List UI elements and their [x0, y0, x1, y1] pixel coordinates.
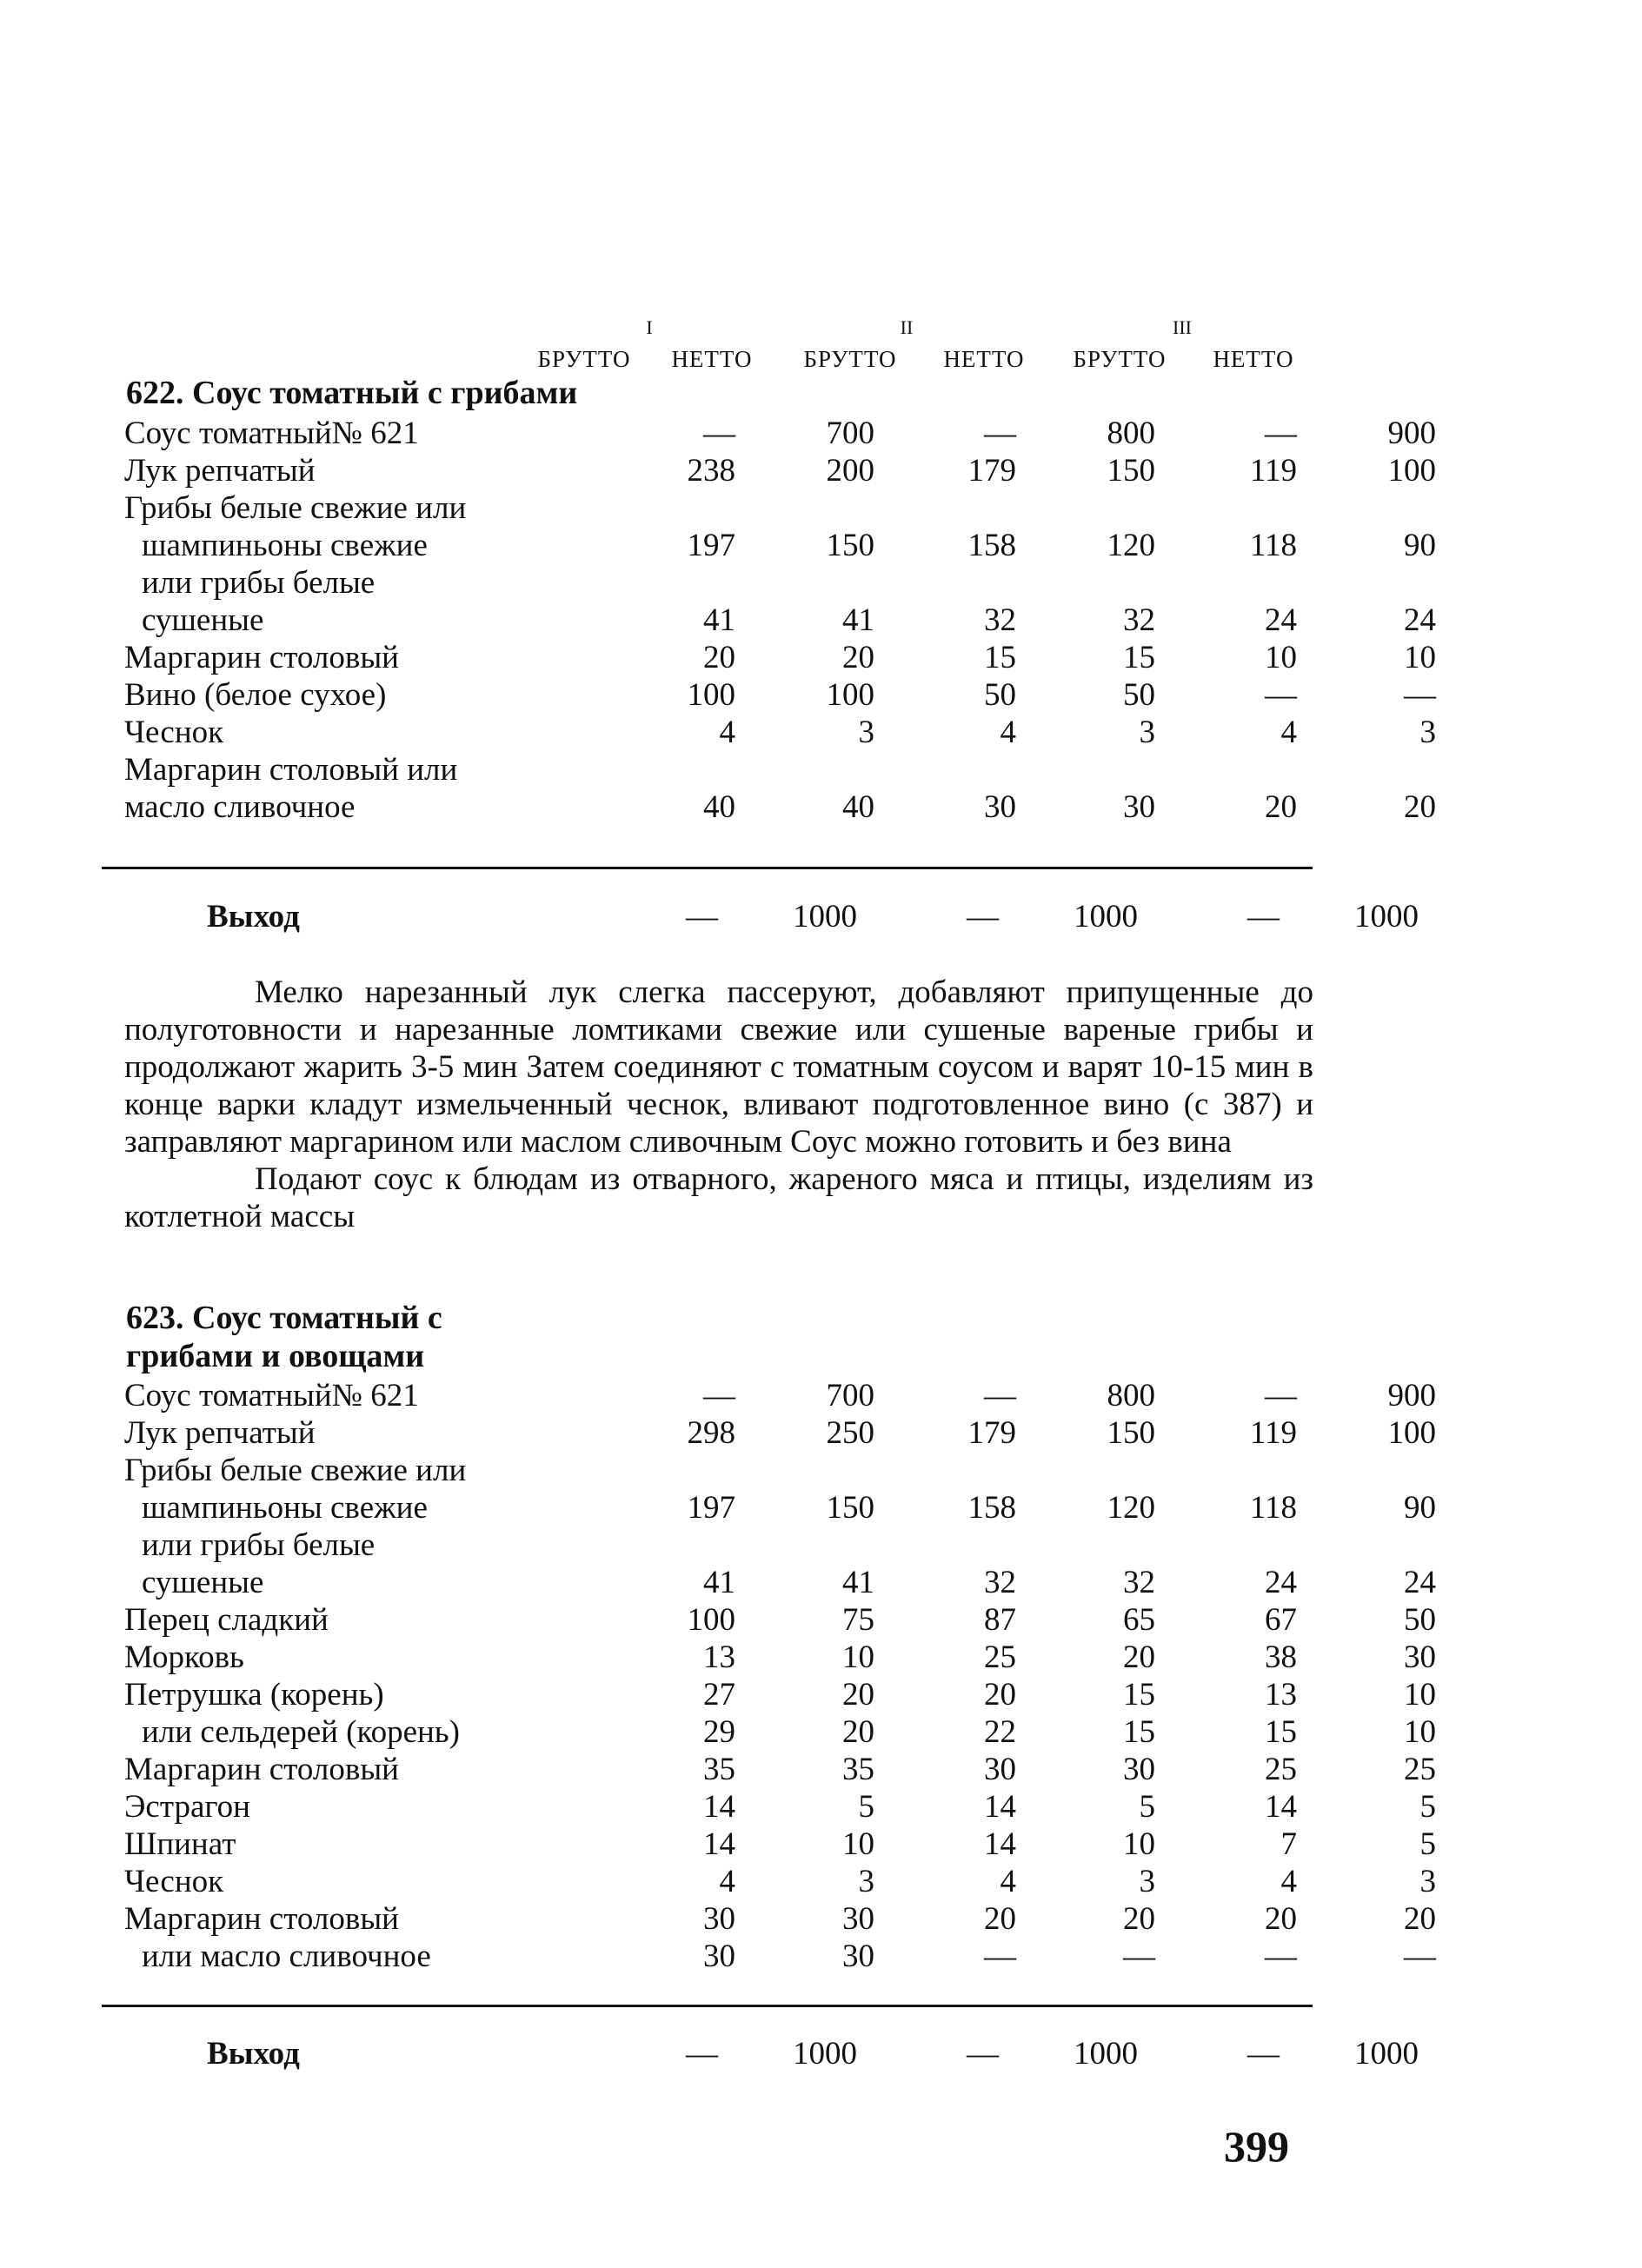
column-group-2-label: II [900, 316, 914, 338]
brutto-value: 27 [703, 1677, 735, 1713]
netto-value: 24 [1404, 602, 1436, 638]
netto-value [735, 751, 874, 788]
ingredient-row [124, 1826, 1436, 1863]
netto-value: 50 [1404, 1602, 1436, 1638]
column-header-brutto-1: БРУТТО [537, 346, 631, 372]
ingredient-row [124, 602, 1436, 639]
netto-value: 150 [826, 1490, 874, 1526]
netto-value: 50 [1123, 677, 1155, 713]
ingredient-name: Лук репчатый [124, 1415, 316, 1451]
brutto-value: 24 [1265, 602, 1297, 638]
brutto-value: 4 [1000, 1864, 1016, 1899]
ingredient-name: Чеснок [124, 715, 224, 750]
ingredient-row [124, 1564, 1436, 1601]
brutto-value: 20 [703, 640, 735, 675]
ingredient-row [124, 676, 1436, 714]
ingredient-name: Соус томатный№ 621 [124, 416, 419, 451]
ingredient-row [124, 1639, 1436, 1676]
brutto-value: 118 [1249, 1490, 1297, 1526]
brutto-value: 20 [984, 1677, 1016, 1713]
netto-value: 20 [1123, 1639, 1155, 1675]
recipe-623-title-line-2: грибами и овощами [126, 1338, 425, 1374]
ingredient-name: Эстрагон [124, 1789, 250, 1825]
netto-value: 5 [858, 1789, 874, 1825]
brutto-value: 41 [703, 1565, 735, 1600]
ingredient-name: Маргарин столовый [124, 1752, 399, 1787]
output-value: 1000 [793, 2036, 857, 2072]
ingredient-row [124, 415, 1436, 452]
netto-value [1016, 1526, 1155, 1564]
netto-value: 3 [1419, 715, 1436, 750]
ingredient-row [124, 1900, 1436, 1938]
ingredient-name: сушеные [142, 1565, 264, 1600]
brutto-value [1155, 489, 1297, 527]
output-value: 1000 [1354, 899, 1419, 934]
brutto-value [1155, 1526, 1297, 1564]
output-label: Выход [207, 2036, 300, 2072]
column-header-netto-3: НЕТТО [1213, 346, 1294, 372]
brutto-value: 50 [984, 677, 1016, 713]
ingredient-name: Перец сладкий [124, 1602, 329, 1638]
brutto-value: 158 [967, 1490, 1016, 1526]
netto-value [735, 489, 874, 527]
ingredient-row [124, 452, 1436, 489]
netto-value: 10 [1404, 1714, 1436, 1750]
netto-value: 10 [842, 1826, 874, 1862]
netto-value: 30 [842, 1939, 874, 1974]
ingredient-name: Чеснок [124, 1864, 224, 1899]
brutto-value: 30 [703, 1901, 735, 1937]
netto-value: 20 [842, 640, 874, 675]
column-header-netto-2: НЕТТО [943, 346, 1025, 372]
output-value: — [967, 2036, 999, 2072]
output-value: — [686, 2036, 718, 2072]
ingredient-row [124, 751, 1436, 788]
brutto-value: 15 [984, 640, 1016, 675]
brutto-value: 25 [984, 1639, 1016, 1675]
brutto-value: — [1265, 1939, 1297, 1974]
ingredient-name: или грибы белые [142, 565, 376, 601]
brutto-value [874, 1452, 1016, 1489]
netto-value [1016, 489, 1155, 527]
brutto-value: 30 [984, 1752, 1016, 1787]
column-header-brutto-3: БРУТТО [1073, 346, 1167, 372]
brutto-value: 197 [687, 1490, 735, 1526]
brutto-value: 30 [703, 1939, 735, 1974]
recipe-622-title: 622. Соус томатный с грибами [126, 375, 578, 411]
output-value: — [1247, 2036, 1280, 2072]
brutto-value [874, 1526, 1016, 1564]
recipe-623-ingredients-table [124, 1377, 1436, 1975]
brutto-value: 119 [1249, 453, 1297, 489]
recipe-623-output-row [124, 2035, 1419, 2072]
recipe-623-divider [102, 2005, 1313, 2007]
recipe-622-divider [102, 867, 1313, 869]
brutto-value: 118 [1249, 528, 1297, 563]
column-group-1-label: I [646, 316, 653, 338]
column-group-3-label: III [1173, 316, 1192, 338]
brutto-value: 13 [703, 1639, 735, 1675]
netto-value: 30 [1123, 789, 1155, 825]
netto-value: 5 [1419, 1789, 1436, 1825]
netto-value: 150 [1107, 1415, 1155, 1451]
netto-value: 5 [1419, 1826, 1436, 1862]
brutto-value: 15 [1265, 1714, 1297, 1750]
netto-value: 30 [842, 1901, 874, 1937]
netto-value: 30 [1123, 1752, 1155, 1787]
brutto-value: 298 [687, 1415, 735, 1451]
brutto-value: 22 [984, 1714, 1016, 1750]
recipe-622-output-row [124, 898, 1419, 935]
netto-value: 10 [1404, 640, 1436, 675]
ingredient-name: Соус томатный№ 621 [124, 1378, 419, 1413]
brutto-value: 29 [703, 1714, 735, 1750]
brutto-value: 4 [719, 715, 735, 750]
ingredient-row [124, 639, 1436, 676]
brutto-value: 4 [719, 1864, 735, 1899]
brutto-value: 4 [1280, 1864, 1297, 1899]
netto-value [1297, 564, 1436, 602]
netto-value: 15 [1123, 1714, 1155, 1750]
column-header-brutto-2: БРУТТО [803, 346, 897, 372]
netto-value: 20 [1404, 789, 1436, 825]
ingredient-row [124, 1452, 1436, 1489]
brutto-value: 41 [703, 602, 735, 638]
netto-value: 800 [1107, 416, 1155, 451]
ingredient-name: Лук репчатый [124, 453, 316, 489]
netto-value: 15 [1123, 640, 1155, 675]
netto-value: 90 [1404, 528, 1436, 563]
brutto-value: 25 [1265, 1752, 1297, 1787]
brutto-value: 158 [967, 528, 1016, 563]
netto-value: 150 [1107, 453, 1155, 489]
brutto-value: 30 [984, 789, 1016, 825]
brutto-value: 35 [703, 1752, 735, 1787]
brutto-value: 4 [1000, 715, 1016, 750]
netto-value: 3 [1419, 1864, 1436, 1899]
brutto-value: 32 [984, 602, 1016, 638]
netto-value: 700 [826, 416, 874, 451]
brutto-value: — [1265, 416, 1297, 451]
ingredient-name: Маргарин столовый [124, 640, 399, 675]
netto-value: 90 [1404, 1490, 1436, 1526]
netto-value: 32 [1123, 1565, 1155, 1600]
ingredient-row [124, 1751, 1436, 1788]
netto-value: — [1404, 677, 1436, 713]
ingredient-name: Шпинат [124, 1826, 236, 1862]
brutto-value: 10 [1265, 640, 1297, 675]
ingredient-name: или сельдерей (корень) [142, 1714, 461, 1750]
netto-value: 40 [842, 789, 874, 825]
netto-value: 20 [842, 1677, 874, 1713]
netto-value: 10 [1404, 1677, 1436, 1713]
netto-value [1016, 1452, 1155, 1489]
brutto-value: — [984, 1939, 1016, 1974]
netto-value: 20 [1404, 1901, 1436, 1937]
brutto-value [1155, 564, 1297, 602]
brutto-value [874, 751, 1016, 788]
brutto-value: 14 [703, 1826, 735, 1862]
netto-value: 75 [842, 1602, 874, 1638]
netto-value: 200 [826, 453, 874, 489]
output-value: 1000 [1074, 2036, 1138, 2072]
brutto-value [874, 489, 1016, 527]
output-value: 1000 [1354, 2036, 1419, 2072]
netto-value [735, 564, 874, 602]
brutto-value: — [1265, 1378, 1297, 1413]
netto-value: 150 [826, 528, 874, 563]
netto-value: 900 [1387, 416, 1436, 451]
brutto-value: 179 [967, 453, 1016, 489]
ingredient-name: Морковь [124, 1639, 244, 1675]
netto-value: 15 [1123, 1677, 1155, 1713]
ingredient-row [124, 1863, 1436, 1900]
recipe-623-title-line-1: 623. Соус томатный с [126, 1300, 442, 1336]
netto-value: 20 [1123, 1901, 1155, 1937]
netto-value [1297, 1526, 1436, 1564]
netto-value: 41 [842, 602, 874, 638]
brutto-value: 32 [984, 1565, 1016, 1600]
brutto-value: — [984, 1378, 1016, 1413]
brutto-value: 20 [1265, 789, 1297, 825]
netto-value: 3 [858, 1864, 874, 1899]
ingredient-row [124, 1489, 1436, 1526]
netto-value: 30 [1404, 1639, 1436, 1675]
netto-value: 250 [826, 1415, 874, 1451]
ingredient-name: сушеные [142, 602, 264, 638]
netto-value: 100 [826, 677, 874, 713]
netto-value: 3 [858, 715, 874, 750]
netto-value: 10 [842, 1639, 874, 1675]
netto-value [1297, 1452, 1436, 1489]
brutto-value: 7 [1280, 1826, 1297, 1862]
ingredient-name: Грибы белые свежие или [124, 1453, 467, 1488]
netto-value: 5 [1139, 1789, 1155, 1825]
netto-value [1016, 751, 1155, 788]
ingredient-row [124, 1713, 1436, 1751]
brutto-value [594, 564, 735, 602]
netto-value: 41 [842, 1565, 874, 1600]
ingredient-row [124, 788, 1436, 826]
ingredient-row [124, 564, 1436, 602]
instructions-paragraph: Мелко нарезанный лук слегка пассеруют, добавляют припущенные до полуготовности и нарезанные ломтиками свежие или сушеные вареные грибы и продолжают жарить 3-5 мин Затем соединяют с томатным соусом и варят 10-15 мин в конце варки кладут измельченный чеснок, вливают подготовленное вино (с 387) и заправляют маргарином или маслом сливочным Соус можно готовить и без вина [124, 974, 1313, 1160]
brutto-value: 14 [984, 1789, 1016, 1825]
ingredient-name: шампиньоны свежие [142, 1490, 428, 1526]
netto-value [1016, 564, 1155, 602]
netto-value: 700 [826, 1378, 874, 1413]
brutto-value: 20 [984, 1901, 1016, 1937]
netto-value [1297, 751, 1436, 788]
netto-value: 35 [842, 1752, 874, 1787]
brutto-value: 14 [703, 1789, 735, 1825]
serving-paragraph: Подают соус к блюдам из отварного, жареного мяса и птицы, изделиям из котлетной массы [124, 1161, 1313, 1234]
netto-value: — [1123, 1939, 1155, 1974]
brutto-value [594, 751, 735, 788]
netto-value: 3 [1139, 1864, 1155, 1899]
column-header-netto-1: НЕТТО [671, 346, 753, 372]
brutto-value: 119 [1249, 1415, 1297, 1451]
ingredient-name: или грибы белые [142, 1527, 376, 1563]
brutto-value: 4 [1280, 715, 1297, 750]
brutto-value [1155, 751, 1297, 788]
ingredient-name: Маргарин столовый или [124, 752, 458, 788]
brutto-value: 20 [1265, 1901, 1297, 1937]
ingredient-name: Вино (белое сухое) [124, 677, 387, 713]
brutto-value: — [703, 1378, 735, 1413]
ingredient-row [124, 1676, 1436, 1713]
brutto-value: 40 [703, 789, 735, 825]
brutto-value: — [1265, 677, 1297, 713]
ingredient-name: или масло сливочное [142, 1939, 431, 1974]
netto-value: 800 [1107, 1378, 1155, 1413]
ingredient-row [124, 1601, 1436, 1639]
ingredient-row [124, 1526, 1436, 1564]
recipe-622-instructions [124, 974, 1313, 1235]
ingredient-row [124, 1788, 1436, 1826]
netto-value [735, 1452, 874, 1489]
brutto-value: 238 [687, 453, 735, 489]
brutto-value: 14 [1265, 1789, 1297, 1825]
brutto-value [594, 1526, 735, 1564]
brutto-value [594, 1452, 735, 1489]
brutto-value: 67 [1265, 1602, 1297, 1638]
netto-value [1297, 489, 1436, 527]
brutto-value [594, 489, 735, 527]
output-value: — [686, 899, 718, 934]
netto-value: 24 [1404, 1565, 1436, 1600]
ingredient-name: Маргарин столовый [124, 1901, 399, 1937]
netto-value: 3 [1139, 715, 1155, 750]
ingredient-row [124, 1414, 1436, 1452]
netto-value: 120 [1107, 1490, 1155, 1526]
output-label: Выход [207, 899, 300, 934]
brutto-value: 14 [984, 1826, 1016, 1862]
brutto-value: — [984, 416, 1016, 451]
recipe-622-ingredients-table [124, 415, 1436, 826]
netto-value: 900 [1387, 1378, 1436, 1413]
brutto-value: — [703, 416, 735, 451]
output-value: 1000 [1074, 899, 1138, 934]
netto-value: 65 [1123, 1602, 1155, 1638]
output-value: — [967, 899, 999, 934]
netto-value: 32 [1123, 602, 1155, 638]
brutto-value: 100 [687, 677, 735, 713]
output-value: — [1247, 899, 1280, 934]
brutto-value: 24 [1265, 1565, 1297, 1600]
brutto-value [1155, 1452, 1297, 1489]
ingredient-row [124, 1377, 1436, 1414]
netto-value: — [1404, 1939, 1436, 1974]
netto-value: 25 [1404, 1752, 1436, 1787]
ingredient-row [124, 527, 1436, 564]
brutto-value [874, 564, 1016, 602]
brutto-value: 13 [1265, 1677, 1297, 1713]
brutto-value: 38 [1265, 1639, 1297, 1675]
ingredient-name: масло сливочное [124, 789, 356, 825]
ingredient-row [124, 714, 1436, 751]
ingredient-name: Петрушка (корень) [124, 1677, 384, 1713]
netto-value: 100 [1387, 453, 1436, 489]
brutto-value: 179 [967, 1415, 1016, 1451]
netto-value [735, 1526, 874, 1564]
ingredient-name: Грибы белые свежие или [124, 490, 467, 526]
ingredient-name: шампиньоны свежие [142, 528, 428, 563]
output-value: 1000 [793, 899, 857, 934]
netto-value: 20 [842, 1714, 874, 1750]
netto-value: 120 [1107, 528, 1155, 563]
netto-value: 100 [1387, 1415, 1436, 1451]
brutto-value: 197 [687, 528, 735, 563]
page-number: 399 [1224, 2122, 1289, 2171]
ingredient-row [124, 489, 1436, 527]
netto-value: 10 [1123, 1826, 1155, 1862]
brutto-value: 100 [687, 1602, 735, 1638]
ingredient-row [124, 1938, 1436, 1975]
brutto-value: 87 [984, 1602, 1016, 1638]
